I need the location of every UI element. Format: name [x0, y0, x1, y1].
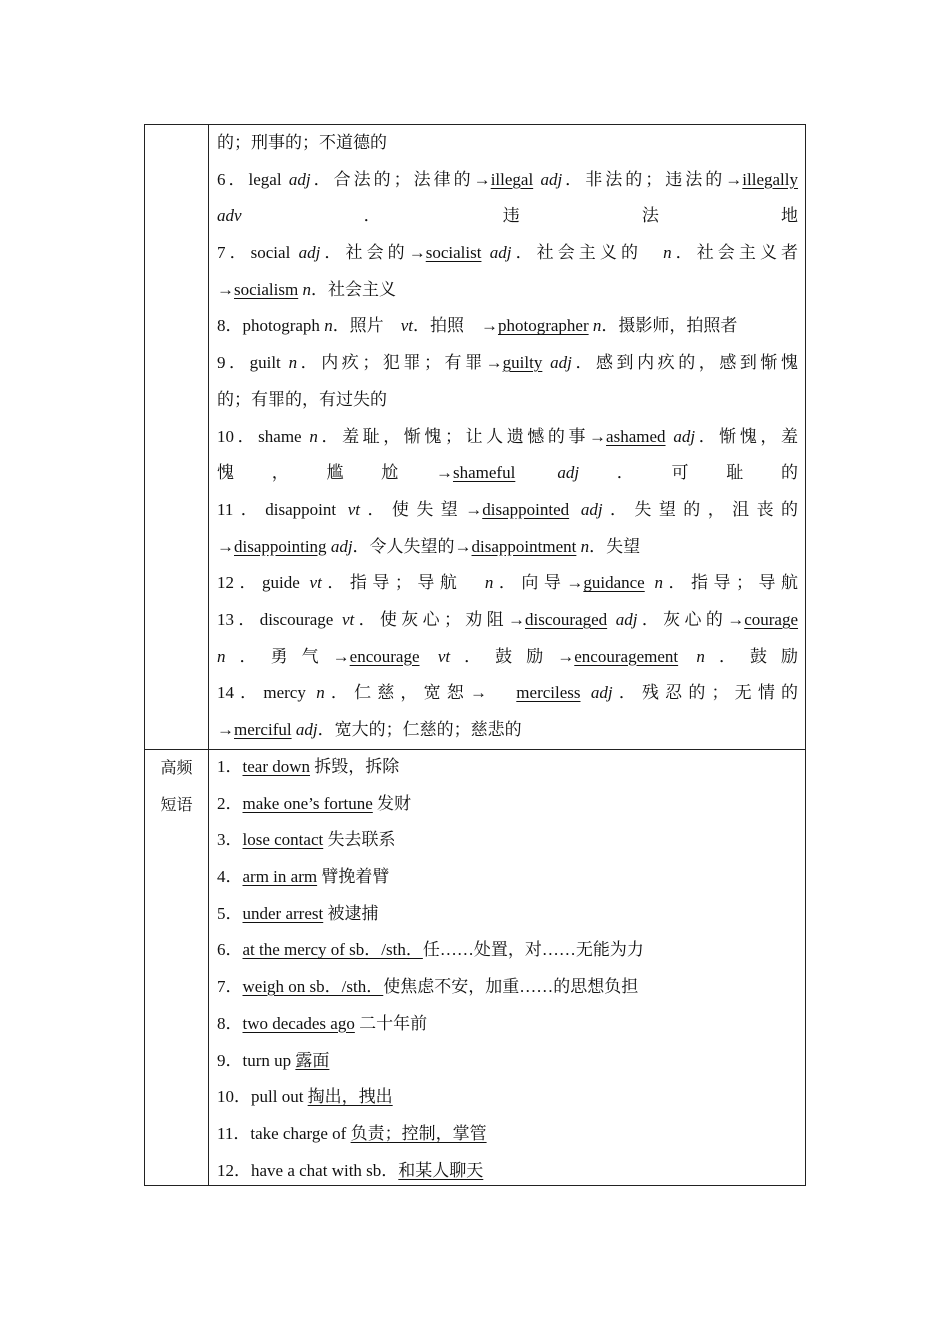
- text-segment: 3．: [217, 830, 243, 850]
- text-segment: [678, 647, 696, 666]
- vocab-line: [217, 308, 798, 345]
- phrase-line: [217, 1116, 798, 1153]
- text-segment: ．残忍的；无情的: [612, 683, 799, 703]
- text-segment: ．惭愧，羞: [695, 426, 799, 446]
- part-of-speech: n: [654, 573, 663, 593]
- answer-underlined: illegally: [742, 169, 799, 189]
- phrases-cell: [217, 749, 798, 1189]
- vocab-line: [217, 272, 798, 309]
- word-forms-cell: [217, 125, 798, 749]
- phrase-line: [217, 786, 798, 823]
- answer-underlined: guidance: [583, 573, 645, 593]
- answer-underlined: at the mercy of sb．/sth．: [242, 940, 423, 960]
- answer-underlined: arm in arm: [242, 867, 318, 887]
- text-segment: 9．guilt: [217, 353, 289, 373]
- part-of-speech: n: [316, 683, 325, 703]
- text-segment: ．社会主义者: [671, 243, 799, 263]
- text-segment: 13．discourage: [217, 609, 342, 629]
- text-segment: 10．pull out: [217, 1087, 308, 1107]
- text-segment: ．鼓励: [704, 646, 799, 666]
- phrase-line: [217, 1153, 798, 1190]
- text-segment: ．摄影师，拍照者: [601, 316, 738, 336]
- text-segment: 的；刑事的；不道德的: [217, 133, 387, 152]
- text-segment: ．失望: [589, 536, 641, 556]
- part-of-speech: adj: [673, 426, 696, 446]
- text-segment: 的；有罪的，有过失的: [217, 389, 387, 409]
- text-segment: ．使失望→: [360, 499, 483, 519]
- vocab-line: [217, 565, 798, 602]
- answer-underlined: make one’s fortune: [242, 793, 373, 813]
- phrase-line: [217, 1043, 798, 1080]
- text-segment: 使焦虑不安，加重……的思想负担: [383, 977, 639, 997]
- text-segment: 任……处置，对……无能为力: [422, 940, 644, 960]
- answer-underlined: ashamed: [606, 426, 666, 446]
- text-segment: ．可耻的: [579, 463, 799, 483]
- answer-underlined: two decades ago: [242, 1013, 355, 1033]
- text-segment: [481, 243, 489, 262]
- phrases-label: [145, 749, 208, 823]
- text-segment: 5．: [217, 903, 243, 923]
- text-segment: 发财: [372, 793, 412, 813]
- part-of-speech: adj: [330, 536, 353, 556]
- text-segment: 6．: [217, 940, 243, 960]
- part-of-speech: vt: [341, 609, 355, 629]
- part-of-speech: adj: [590, 683, 613, 703]
- answer-underlined: photographer: [497, 316, 589, 336]
- answer-underlined: encouragement: [574, 646, 679, 666]
- answer-underlined: shameful: [452, 463, 516, 483]
- text-segment: ．鼓励→: [450, 646, 575, 666]
- phrase-line: [217, 1006, 798, 1043]
- answer-underlined: 和某人聊天: [398, 1160, 484, 1180]
- answer-underlined: 露面: [295, 1050, 330, 1070]
- answer-underlined: tear down: [242, 757, 311, 776]
- part-of-speech: adj: [489, 243, 512, 263]
- text-segment: 12．have a chat with sb．: [217, 1160, 399, 1180]
- text-segment: ．合法的；法律的→: [310, 169, 491, 189]
- answer-underlined: 掏出，拽出: [307, 1087, 393, 1107]
- part-of-speech: adj: [550, 353, 572, 373]
- text-segment: 6．legal: [217, 169, 289, 189]
- vocab-line: [217, 235, 798, 272]
- part-of-speech: vt: [437, 646, 451, 666]
- part-of-speech: n: [484, 573, 494, 593]
- text-segment: ．宽大的；仁慈的；慈悲的: [317, 720, 522, 739]
- part-of-speech: adv: [217, 206, 242, 226]
- text-segment: 11．take charge of: [217, 1123, 351, 1143]
- part-of-speech: n: [324, 316, 333, 336]
- text-segment: ．拍照 →: [412, 316, 498, 336]
- text-segment: 二十年前: [354, 1013, 428, 1033]
- text-segment: [420, 647, 438, 666]
- text-segment: 4．: [217, 867, 243, 887]
- text-segment: ．向导→: [493, 573, 584, 593]
- part-of-speech: adj: [288, 169, 311, 189]
- part-of-speech: adj: [298, 243, 321, 263]
- text-segment: [569, 500, 581, 519]
- vocab-line: [217, 675, 798, 712]
- answer-underlined: discouraged: [525, 609, 608, 629]
- part-of-speech: vt: [309, 573, 322, 593]
- text-segment: [607, 610, 616, 629]
- text-segment: ．失望的，沮丧的: [602, 499, 799, 519]
- text-segment: 11．disappoint: [217, 499, 348, 519]
- answer-underlined: disappointed: [482, 499, 570, 519]
- text-segment: 拆毁，拆除: [310, 757, 400, 776]
- text-segment: 8．: [217, 1013, 243, 1033]
- answer-underlined: guilty: [502, 353, 543, 373]
- answer-underlined: weigh on sb．/sth．: [242, 977, 384, 997]
- text-segment: ．仁慈，宽恕→: [324, 683, 517, 703]
- part-of-speech: n: [580, 536, 590, 556]
- answer-underlined: socialism: [234, 279, 299, 299]
- part-of-speech: n: [309, 426, 318, 446]
- vocab-line: [217, 639, 798, 676]
- vocab-line: [217, 198, 798, 235]
- part-of-speech: vt: [400, 316, 413, 336]
- phrases-label-line-2: 短语: [160, 795, 193, 814]
- text-segment: [581, 683, 591, 702]
- text-segment: 臂挽着臂: [317, 867, 390, 887]
- text-segment: →: [217, 720, 234, 739]
- text-segment: 9．turn up: [217, 1050, 296, 1070]
- vocab-line: [217, 602, 798, 639]
- answer-underlined: under arrest: [242, 903, 324, 923]
- vocab-line: [217, 712, 798, 749]
- phrase-line: [217, 749, 798, 786]
- answer-underlined: lose contact: [242, 830, 324, 850]
- part-of-speech: adj: [580, 499, 603, 519]
- text-segment: →: [217, 536, 234, 556]
- vocab-line: [217, 419, 798, 456]
- text-segment: [542, 353, 550, 372]
- text-segment: ．指导；导航: [662, 573, 799, 593]
- phrase-line: [217, 1079, 798, 1116]
- vocab-line: [217, 455, 798, 492]
- answer-underlined: courage: [744, 609, 799, 629]
- text-segment: ．感到内疚的，感到惭愧: [571, 353, 799, 373]
- text-segment: 10．shame: [217, 426, 310, 446]
- vocab-line: [217, 162, 798, 199]
- vocab-line: [217, 492, 798, 529]
- text-segment: ．非法的；违法的→: [562, 169, 743, 189]
- vocab-line: [217, 529, 798, 566]
- vocab-line: [217, 345, 798, 382]
- text-segment: ．内疚；犯罪；有罪→: [297, 353, 503, 373]
- text-segment: ．违法地: [241, 206, 798, 226]
- column-divider: [208, 125, 209, 1185]
- part-of-speech: adj: [540, 169, 563, 189]
- text-segment: [515, 463, 557, 482]
- answer-underlined: merciless: [516, 683, 581, 703]
- part-of-speech: adj: [615, 609, 638, 629]
- answer-underlined: 负责；控制，掌管: [350, 1123, 487, 1143]
- text-segment: ．社会的→: [320, 243, 426, 263]
- phrase-line: [217, 969, 798, 1006]
- answer-underlined: merciful: [234, 720, 292, 739]
- phrase-line: [217, 932, 798, 969]
- text-segment: ．社会主义: [310, 279, 396, 299]
- text-segment: 7．social: [217, 243, 299, 263]
- text-segment: ．羞耻，惭愧；让人遗憾的事→: [317, 426, 607, 446]
- vocabulary-table: [144, 124, 806, 1186]
- vocab-line: [217, 382, 798, 419]
- answer-underlined: disappointing: [234, 536, 327, 556]
- text-segment: →: [217, 279, 234, 299]
- text-segment: ．照片: [332, 316, 401, 336]
- phrase-line: [217, 859, 798, 896]
- part-of-speech: n: [663, 243, 672, 263]
- part-of-speech: n: [288, 353, 298, 373]
- answer-underlined: socialist: [425, 243, 482, 263]
- part-of-speech: vt: [347, 499, 361, 519]
- phrase-line: [217, 896, 798, 933]
- part-of-speech: adj: [295, 720, 318, 739]
- text-segment: ．灰心的→: [637, 609, 745, 629]
- phrase-line: [217, 822, 798, 859]
- text-segment: 14．mercy: [217, 683, 317, 703]
- text-segment: ．令人失望的→: [352, 536, 472, 556]
- text-segment: 被逮捕: [323, 903, 379, 923]
- text-segment: ．勇气→: [225, 646, 350, 666]
- text-segment: 愧，尴尬→: [217, 463, 453, 483]
- part-of-speech: n: [592, 316, 602, 336]
- text-segment: ．社会主义的: [511, 243, 664, 263]
- vocab-line: [217, 125, 798, 162]
- text-segment: 失去联系: [323, 830, 396, 850]
- text-segment: 8．photograph: [217, 316, 325, 336]
- text-segment: 7．: [217, 977, 243, 997]
- text-segment: ．使灰心；劝阻→: [354, 609, 525, 629]
- answer-underlined: encourage: [349, 646, 420, 666]
- text-segment: 1．: [217, 757, 243, 776]
- text-segment: 2．: [217, 793, 243, 813]
- part-of-speech: n: [696, 646, 705, 666]
- part-of-speech: n: [217, 646, 226, 666]
- answer-underlined: disappointment: [471, 536, 577, 556]
- part-of-speech: n: [302, 279, 311, 299]
- part-of-speech: adj: [557, 463, 580, 483]
- text-segment: ．指导；导航: [321, 573, 485, 593]
- answer-underlined: illegal: [490, 169, 534, 189]
- text-segment: 12．guide: [217, 573, 310, 593]
- phrases-label-line-1: 高频: [160, 758, 193, 777]
